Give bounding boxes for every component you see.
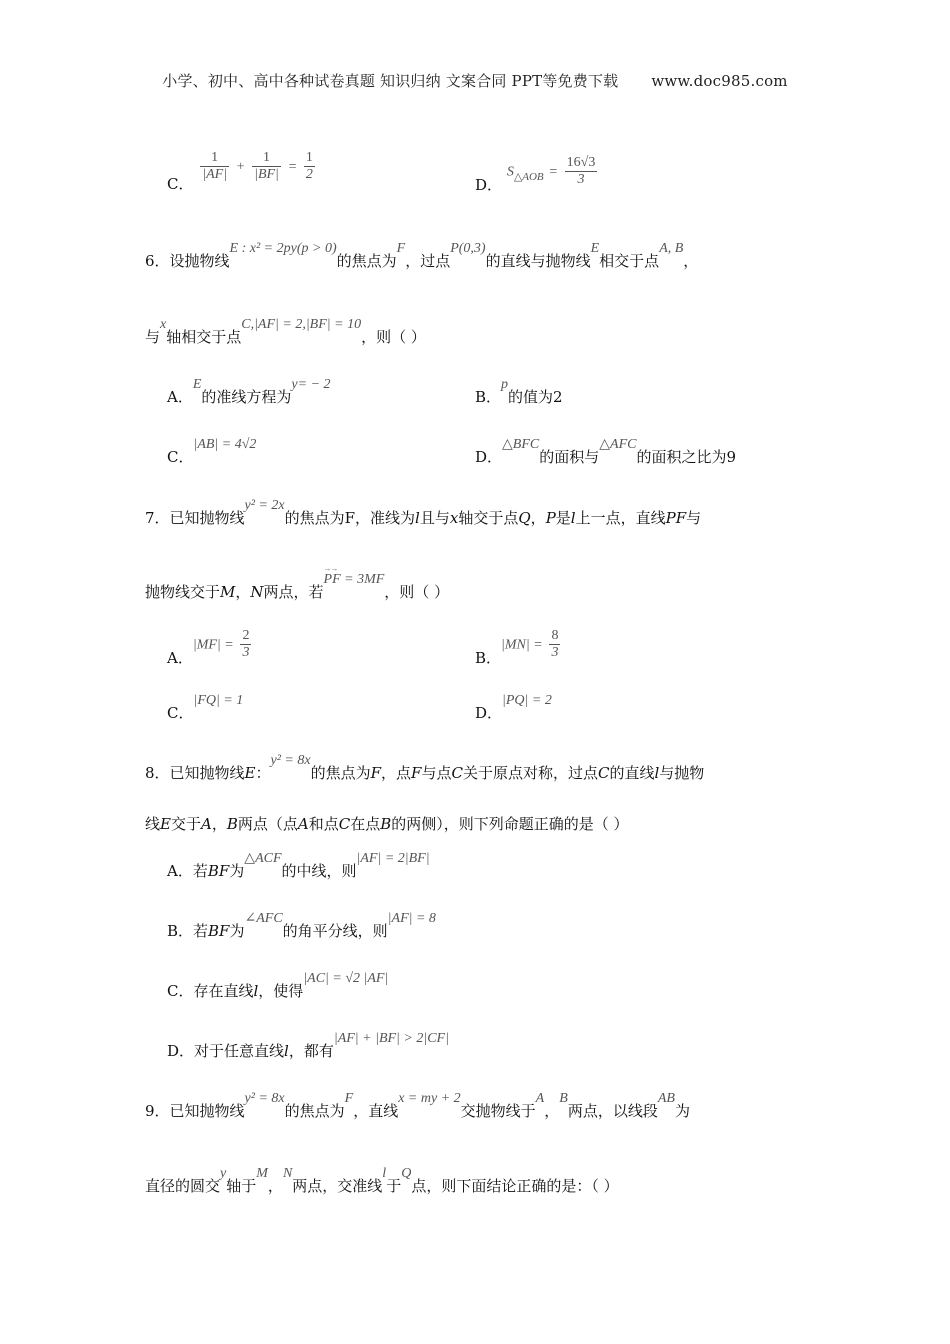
q8-option-a: A．若BF为△ACF的中线，则|AF| = 2|BF| bbox=[167, 851, 430, 880]
q6-option-b: B．p的值为2 bbox=[475, 377, 563, 406]
q8-option-d: D．对于任意直线l，都有|AF| + |BF| > 2|CF| bbox=[167, 1031, 449, 1060]
q7-stem-line1: 7．已知抛物线y² = 2x的焦点为F，准线为l且与x轴交于点Q，P是l上一点，直线PF与 bbox=[145, 498, 702, 527]
q7-option-d: D．|PQ| = 2 bbox=[475, 693, 552, 722]
q7-stem-line2: 抛物线交于M，N两点，若→→ PF = 3MF，则（ ） bbox=[145, 581, 449, 605]
fraction: $\frac{1}{|AF|}$ bbox=[202, 150, 228, 182]
q8-stem-line1: 8．已知抛物线E：y² = 8x的焦点为F，点F与点C关于原点对称，过点C的直线l与抛物 bbox=[145, 753, 705, 782]
q8-stem-line2: 线E交于A，B两点（点A和点C在点B的两侧），则下列命题正确的是（ ） bbox=[145, 815, 629, 833]
option-label: D． bbox=[475, 175, 503, 194]
fraction: $\frac{2}{3}$ bbox=[242, 628, 250, 660]
q6-option-c: C．|AB| = 4√2 bbox=[167, 437, 257, 466]
fraction: $\frac{1}{|BF|}$ bbox=[254, 150, 279, 182]
q9-stem-line2: 直径的圆交y轴于M，N两点，交准线l于Q点，则下面结论正确的是：（ ） bbox=[145, 1166, 619, 1195]
q6-stem-line2: 与x轴相交于点C,|AF| = 2,|BF| = 10，则（ ） bbox=[145, 317, 426, 346]
q7-option-c: C．|FQ| = 1 bbox=[167, 693, 244, 722]
fraction: $\frac{16√3}{3}$ bbox=[566, 155, 596, 187]
header-site-link[interactable]: www.doc985.com bbox=[651, 72, 788, 90]
fraction: $\frac{1}{2}$ bbox=[305, 150, 313, 182]
q8-option-c: C．存在直线l，使得|AC| = √2 |AF| bbox=[167, 971, 389, 1000]
header-text: 小学、初中、高中各种试卷真题 知识归纳 文案合同 PPT等免费下载 bbox=[162, 72, 619, 90]
q5-option-c: C． $\frac{1}{|AF|}$ + $\frac{1}{|BF|}$ = $\frac{1}{2}$ bbox=[167, 150, 313, 193]
q5-option-d: D． $S_{\triangle AOB}$ = $\frac{16√3}{3}$ bbox=[475, 155, 596, 194]
q6-stem-line1: 6．设抛物线E : x² = 2py(p > 0)的焦点为F，过点P(0,3)的直线与抛物线E相交于点A, B， bbox=[145, 241, 699, 270]
option-label: C． bbox=[167, 174, 194, 193]
q6-option-a: A．E的准线方程为y= − 2 bbox=[167, 377, 331, 406]
page-header bbox=[0, 70, 950, 91]
q9-stem-line1: 9．已知抛物线y² = 8x的焦点为F，直线x = my + 2交抛物线于A，B两点，以线段AB为 bbox=[145, 1091, 690, 1120]
q7-option-a: A．|MF| = $\frac{2}{3}$ bbox=[167, 628, 250, 667]
q8-option-b: B．若BF为∠AFC的角平分线，则|AF| = 8 bbox=[167, 911, 436, 940]
q7-option-b: B．|MN| = $\frac{8}{3}$ bbox=[475, 628, 559, 667]
q6-option-d: D．△BFC的面积与△AFC的面积之比为9 bbox=[475, 437, 737, 466]
fraction: $\frac{8}{3}$ bbox=[551, 628, 559, 660]
